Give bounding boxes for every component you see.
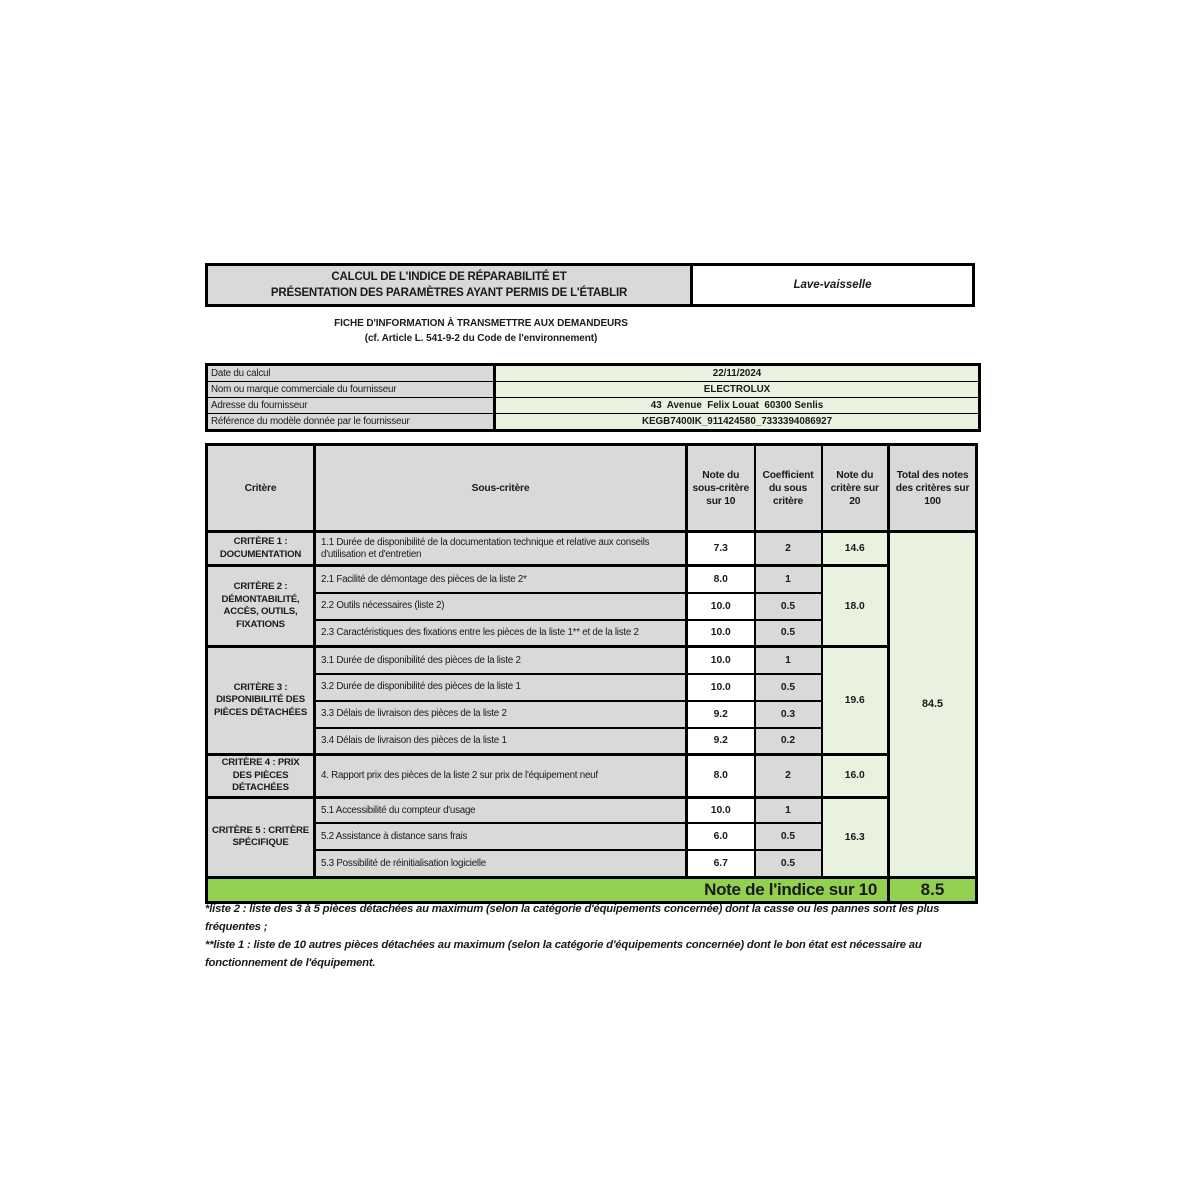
sub-criterion-coef: 0.5	[755, 620, 822, 647]
sub-criterion-coef: 0.5	[755, 823, 822, 850]
footnote-liste1: **liste 1 : liste de 10 autres pièces détachées au maximum (selon la catégorie d'équipements concernée) dont le bon état est nécessaire au fonctionnement de l'équipement.	[205, 939, 922, 969]
sub-criterion-text: 3.4 Délais de livraison des pièces de la liste 1	[315, 728, 687, 755]
sub-criterion-coef: 0.3	[755, 701, 822, 728]
footnotes	[205, 900, 980, 972]
info-label: Nom ou marque commerciale du fournisseur	[208, 382, 496, 397]
sub-criterion-text: 4. Rapport prix des pièces de la liste 2 sur prix de l'équipement neuf	[315, 755, 687, 798]
document-header	[205, 263, 975, 307]
criterion-1-label: CRITÈRE 1 : DOCUMENTATION	[207, 532, 315, 566]
info-label: Référence du modèle donnée par le fournisseur	[208, 414, 496, 429]
col-header-total: Total des notes des critères sur 100	[889, 445, 977, 532]
supplier-info-row-date	[208, 366, 978, 382]
sub-criterion-coef: 2	[755, 755, 822, 798]
supplier-info-row-address	[208, 398, 978, 414]
criterion-2-label: CRITÈRE 2 : DÉMONTABILITÉ, ACCÈS, OUTILS, FIXATIONS	[207, 566, 315, 647]
sub-criterion-note10: 10.0	[687, 674, 755, 701]
info-value: 22/11/2024	[496, 366, 978, 381]
sub-criterion-text: 1.1 Durée de disponibilité de la documentation technique et relative aux conseils d'utilisation et d'entretien	[315, 532, 687, 566]
table-row	[207, 755, 977, 798]
sub-criterion-note10: 7.3	[687, 532, 755, 566]
final-score-value: 8.5	[889, 877, 977, 902]
final-score-label: Note de l'indice sur 10	[207, 877, 889, 902]
sub-criterion-text: 5.1 Accessibilité du compteur d'usage	[315, 797, 687, 823]
col-header-sous-critere: Sous-critère	[315, 445, 687, 532]
sub-criterion-coef: 2	[755, 532, 822, 566]
subtitle-line2: (cf. Article L. 541-9-2 du Code de l'environnement)	[364, 333, 598, 344]
info-label: Adresse du fournisseur	[208, 398, 496, 413]
sub-criterion-coef: 0.2	[755, 728, 822, 755]
sub-criterion-note10: 9.2	[687, 728, 755, 755]
document-sheet	[205, 263, 975, 969]
document-title-line1: CALCUL DE L'INDICE DE RÉPARABILITÉ ET	[331, 271, 567, 283]
sub-criterion-text: 2.1 Facilité de démontage des pièces de la liste 2*	[315, 566, 687, 593]
sub-criterion-text: 5.3 Possibilité de réinitialisation logicielle	[315, 850, 687, 877]
document-subtitle	[205, 316, 757, 346]
info-label: Date du calcul	[208, 366, 496, 381]
sub-criterion-text: 3.3 Délais de livraison des pièces de la liste 2	[315, 701, 687, 728]
score-table-header-row	[207, 445, 977, 532]
sub-criterion-note10: 9.2	[687, 701, 755, 728]
score-table	[205, 443, 978, 904]
col-header-coefficient: Coefficient du sous critère	[755, 445, 822, 532]
sub-criterion-note10: 10.0	[687, 593, 755, 620]
sub-criterion-note10: 10.0	[687, 647, 755, 674]
criterion-3-note20: 19.6	[822, 647, 889, 755]
sub-criterion-coef: 0.5	[755, 593, 822, 620]
col-header-note-critere: Note du critère sur 20	[822, 445, 889, 532]
sub-criterion-coef: 1	[755, 797, 822, 823]
criterion-2-note20: 18.0	[822, 566, 889, 647]
sub-criterion-coef: 1	[755, 566, 822, 593]
criterion-5-note20: 16.3	[822, 797, 889, 877]
criterion-4-label: CRITÈRE 4 : PRIX DES PIÈCES DÉTACHÉES	[207, 755, 315, 798]
final-score-row	[207, 877, 977, 902]
supplier-info-row-brand	[208, 382, 978, 398]
sub-criterion-coef: 1	[755, 647, 822, 674]
document-title	[208, 266, 693, 304]
sub-criterion-text: 3.1 Durée de disponibilité des pièces de la liste 2	[315, 647, 687, 674]
criterion-1-note20: 14.6	[822, 532, 889, 566]
sub-criterion-note10: 6.7	[687, 850, 755, 877]
table-row	[207, 647, 977, 674]
sub-criterion-text: 2.3 Caractéristiques des fixations entre les pièces de la liste 1** et de la liste 2	[315, 620, 687, 647]
sub-criterion-text: 3.2 Durée de disponibilité des pièces de la liste 1	[315, 674, 687, 701]
sub-criterion-note10: 8.0	[687, 755, 755, 798]
sub-criterion-coef: 0.5	[755, 850, 822, 877]
sub-criterion-note10: 10.0	[687, 797, 755, 823]
sub-criterion-text: 5.2 Assistance à distance sans frais	[315, 823, 687, 850]
col-header-note-sous-critere: Note du sous-critère sur 10	[687, 445, 755, 532]
footnote-liste2: *liste 2 : liste des 3 à 5 pièces détachées au maximum (selon la catégorie d'équipements concernée) dont la casse ou les pannes sont les plus fréquentes ;	[205, 903, 940, 933]
total-sur-100: 84.5	[889, 532, 977, 878]
criterion-4-note20: 16.0	[822, 755, 889, 798]
sub-criterion-note10: 10.0	[687, 620, 755, 647]
table-row	[207, 566, 977, 593]
subtitle-line1: FICHE D'INFORMATION À TRANSMETTRE AUX DEMANDEURS	[334, 318, 628, 329]
table-row	[207, 532, 977, 566]
product-category: Lave-vaisselle	[793, 279, 872, 291]
sub-criterion-note10: 6.0	[687, 823, 755, 850]
col-header-critere: Critère	[207, 445, 315, 532]
info-value: KEGB7400IK_911424580_7333394086927	[496, 414, 978, 429]
document-title-line2: PRÉSENTATION DES PARAMÈTRES AYANT PERMIS DE L'ÉTABLIR	[270, 287, 628, 299]
criterion-3-label: CRITÈRE 3 : DISPONIBILITÉ DES PIÈCES DÉTACHÉES	[207, 647, 315, 755]
criterion-5-label: CRITÈRE 5 : CRITÈRE SPÉCIFIQUE	[207, 797, 315, 877]
sub-criterion-note10: 8.0	[687, 566, 755, 593]
sub-criterion-coef: 0.5	[755, 674, 822, 701]
sub-criterion-text: 2.2 Outils nécessaires (liste 2)	[315, 593, 687, 620]
product-category-cell	[693, 266, 972, 304]
supplier-info-table	[205, 363, 981, 432]
info-value: 43 Avenue Felix Louat 60300 Senlis	[496, 398, 978, 413]
info-value: ELECTROLUX	[496, 382, 978, 397]
table-row	[207, 797, 977, 823]
supplier-info-row-reference	[208, 414, 978, 429]
